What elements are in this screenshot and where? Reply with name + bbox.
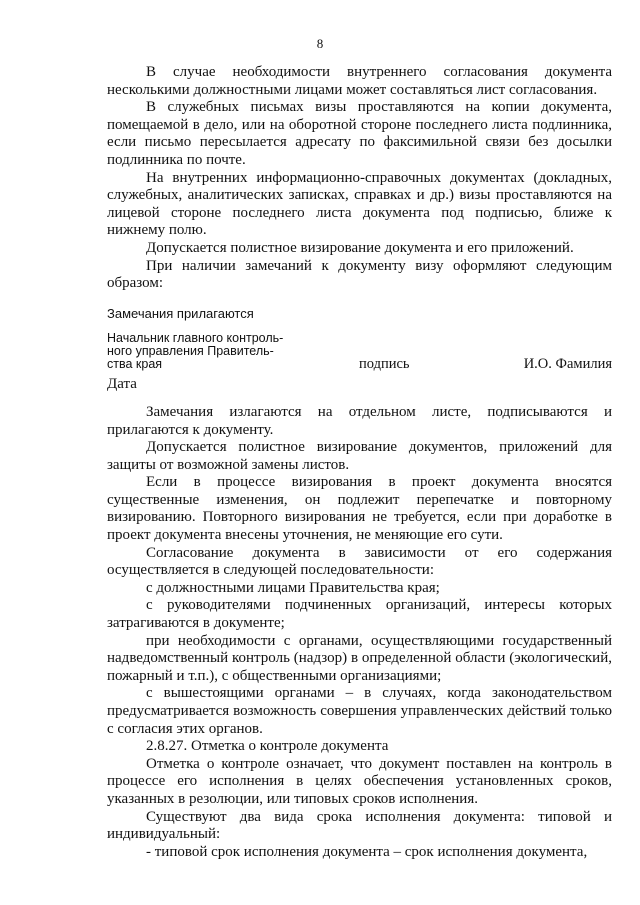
paragraph: Отметка о контроле означает, что документ поставлен на контроль в процессе его исполнения в целях обеспечения установленных сроков, указанных в резолюции, или типовых сроков исполнения. bbox=[107, 755, 612, 807]
paragraph: Существуют два вида срока исполнения документа: типовой и индивидуальный: bbox=[107, 808, 612, 843]
section-heading: 2.8.27. Отметка о контроле документа bbox=[146, 738, 389, 755]
page-number: 8 bbox=[316, 36, 324, 51]
document-body bbox=[107, 64, 612, 861]
sample-remarks: Замечания прилагаются bbox=[107, 305, 254, 321]
paragraph: Согласование документа в зависимости от его содержания осуществляется в следующей последовательности: bbox=[107, 544, 612, 579]
paragraph: с должностными лицами Правительства края; bbox=[146, 579, 440, 596]
paragraph: В случае необходимости внутреннего согласования документа несколькими должностными лицами может составляться лист согласования. bbox=[107, 64, 612, 98]
sample-signature: подпись bbox=[359, 356, 410, 373]
paragraph: Если в процессе визирования в проект документа вносятся существенные изменения, он подлежит перепечатке и повторному визированию. Повторного визирования не требуется, если при доработке в проект документа внесены уточнения, не меняющие его сути. bbox=[107, 474, 612, 544]
sample-date: Дата bbox=[107, 376, 137, 393]
paragraph: Замечания излагаются на отдельном листе, подписываются и прилагаются к документу. bbox=[107, 403, 612, 438]
paragraph: с вышестоящими органами – в случаях, когда законодательством предусматривается возможность совершения управленческих действий только с согласия этих органов. bbox=[107, 685, 612, 737]
paragraph: При наличии замечаний к документу визу оформляют следующим образом: bbox=[107, 257, 612, 292]
sample-position-title: Начальник главного контроль- ного управления Правитель- ства края bbox=[107, 331, 284, 372]
paragraph: - типовой срок исполнения документа – срок исполнения документа, bbox=[146, 843, 588, 860]
paragraph: Допускается полистное визирование документов, приложений для защиты от возможной замены листов. bbox=[107, 439, 612, 473]
sample-name: И.О. Фамилия bbox=[523, 356, 612, 373]
paragraph: На внутренних информационно-справочных документах (докладных, служебных, аналитических записках, справках и др.) визы проставляются на лицевой стороне последнего листа документа под подписью, ближе к нижнему полю. bbox=[107, 169, 612, 239]
sample-visa-block bbox=[107, 332, 612, 372]
paragraph: В служебных письмах визы проставляются на копии документа, помещаемой в дело, или на оборотной стороне последнего листа подлинника, если письмо пересылается адресату по факсимильной связи без досылки подлинника по почте. bbox=[107, 99, 612, 168]
paragraph: Допускается полистное визирование документа и его приложений. bbox=[146, 239, 574, 256]
paragraph: при необходимости с органами, осуществляющими государственный надведомственный контроль (надзор) в определенной области (экологический, пожарный и т.п.), с общественными организациями; bbox=[107, 632, 612, 684]
paragraph: с руководителями подчиненных организаций, интересы которых затрагиваются в документе; bbox=[107, 597, 612, 632]
